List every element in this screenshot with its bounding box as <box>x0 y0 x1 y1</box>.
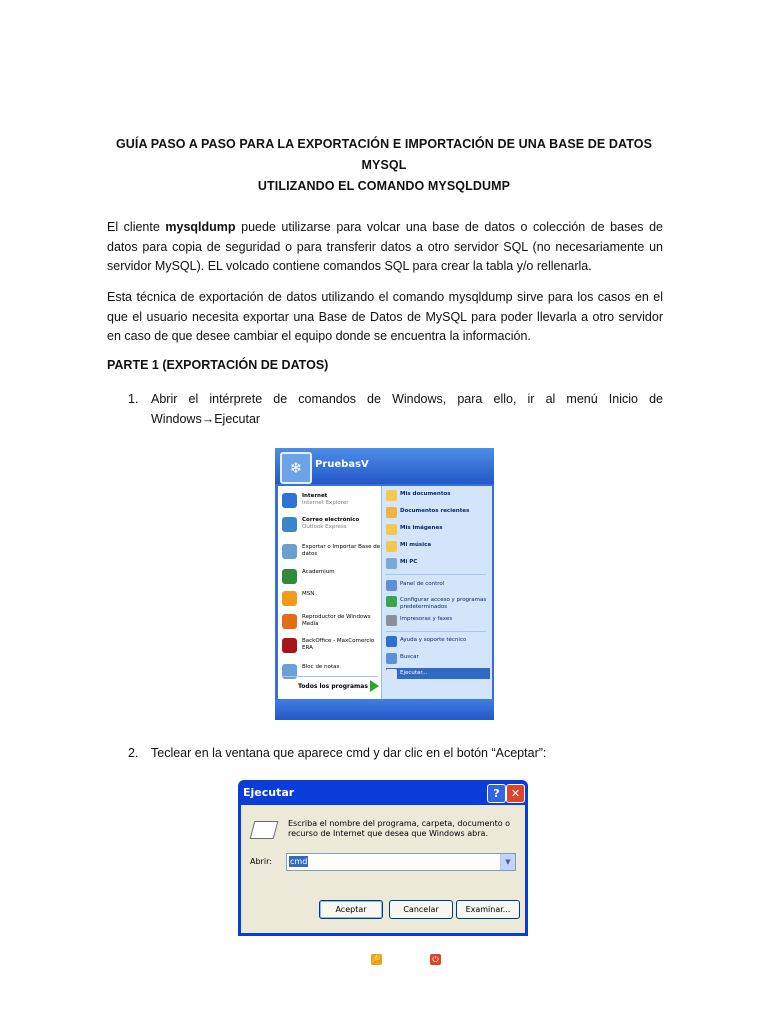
open-input[interactable] <box>286 853 516 871</box>
start-menu-item[interactable] <box>386 614 490 625</box>
title-line-1: GUÍA PASO A PASO PARA LA EXPORTACIÓN E IMPORTACIÓN DE UNA BASE DE DATOS MYSQL <box>115 137 653 172</box>
start-menu-item-label <box>302 664 382 671</box>
item-title: BackOffice - MaxComercio ERA <box>302 638 375 651</box>
my-computer-icon <box>386 558 397 569</box>
help-button[interactable]: ? <box>487 784 506 803</box>
start-menu-item-label: Impresoras y faxes <box>400 616 453 622</box>
start-menu-item-label: Ejecutar... <box>400 670 428 676</box>
open-label: Abrir: <box>250 857 272 866</box>
run-dialog-title: Ejecutar <box>243 786 295 799</box>
title-line-2: UTILIZANDO EL COMANDO MYSQLDUMP <box>257 179 511 193</box>
start-menu-item-label: Panel de control <box>400 581 445 587</box>
run-dialog-body <box>241 805 525 933</box>
start-menu-item[interactable] <box>282 517 382 530</box>
start-menu-item[interactable] <box>386 668 490 679</box>
start-menu-item[interactable] <box>386 595 490 613</box>
start-menu-item[interactable] <box>386 635 490 646</box>
step-1 <box>128 390 663 429</box>
section-heading: PARTE 1 (EXPORTACIÓN DE DATOS) <box>107 358 329 372</box>
intro-p1-end: puede utilizarse para volcar una base de datos o colección de bases de datos para copia de seguridad o para transferir datos a otro servidor SQL (no necesariamente un servidor MySQL). EL volcado contiene comandos SQL para crear la tabla y/o rellenarla. <box>107 220 664 273</box>
start-menu-item[interactable] <box>386 523 490 534</box>
logoff-label: Cerrar sesión <box>384 957 421 963</box>
user-name: PruebasV <box>315 459 369 470</box>
shutdown-label: Apagar equipo <box>443 957 484 963</box>
step-number: 2. <box>128 746 139 760</box>
start-menu-item[interactable] <box>386 652 490 663</box>
windows-media-player-icon <box>282 614 297 629</box>
intro-paragraph-2: Esta técnica de exportación de datos utilizando el comando mysqldump sirve para los casos en el que el usuario necesita exportar una Base de Datos de MySQL para poder llevarla a otro servidor en caso de que desee cambiar el equipo donde se encuentra la información. <box>107 290 663 343</box>
start-menu-item-label <box>302 544 382 557</box>
item-title: Academium <box>302 569 335 575</box>
start-menu-header <box>275 448 494 484</box>
start-menu-item-label: Mi música <box>400 542 432 548</box>
close-button[interactable]: ✕ <box>506 784 525 803</box>
start-menu-item-label: Documentos recientes <box>400 508 470 514</box>
my-documents-icon <box>386 490 397 501</box>
my-pictures-icon <box>386 524 397 535</box>
start-menu-item[interactable] <box>386 506 490 517</box>
menu-separator <box>282 676 378 677</box>
internet-explorer-icon <box>282 493 297 508</box>
item-title: Correo electrónico <box>302 517 360 523</box>
item-title: Bloc de notas <box>302 664 340 670</box>
start-menu-left-pane <box>278 486 381 699</box>
start-menu-item[interactable] <box>282 493 382 506</box>
start-menu-item-label: Buscar <box>400 654 419 660</box>
start-menu-item-label <box>302 569 382 576</box>
start-menu-item-label: Mis documentos <box>400 491 451 497</box>
start-menu-item[interactable] <box>282 638 382 651</box>
step-number: 1. <box>128 392 139 406</box>
default-programs-icon <box>386 596 397 607</box>
start-menu-item-label: Mis imágenes <box>400 525 443 531</box>
item-title: Exportar o Importar Base de datos <box>302 544 381 557</box>
start-menu-item[interactable] <box>282 544 382 557</box>
step-2 <box>128 744 663 764</box>
menu-separator <box>386 631 486 632</box>
intro-p1-bold: mysqldump <box>165 220 236 234</box>
document-title <box>100 134 668 197</box>
outlook-express-icon <box>282 517 297 532</box>
start-menu-item-label <box>302 591 382 598</box>
logoff-icon: 🔑 <box>371 955 382 964</box>
academium-icon <box>282 569 297 584</box>
start-menu-item-label: Mi PC <box>400 559 418 565</box>
item-subtitle: Internet Explorer <box>302 499 349 506</box>
intro-paragraph-1 <box>107 218 663 277</box>
step-text: Teclear en la ventana que aparece cmd y dar clic en el botón “Aceptar”: <box>151 746 547 760</box>
item-title: MSN <box>302 591 315 597</box>
logoff-button[interactable] <box>371 954 421 965</box>
run-description: Escriba el nombre del programa, carpeta, documento o recurso de Internet que desea que Windows abra. <box>288 819 511 838</box>
shutdown-button[interactable] <box>430 954 483 965</box>
run-dialog-screenshot <box>238 780 528 936</box>
all-programs-button[interactable]: Todos los programas <box>298 683 368 690</box>
run-icon <box>250 821 279 839</box>
start-menu-item[interactable] <box>282 569 382 576</box>
control-panel-icon <box>386 580 397 591</box>
start-menu-item-label <box>302 517 382 530</box>
start-menu-item-label: Configurar acceso y programas predeterminados <box>400 597 487 610</box>
help-icon <box>386 636 397 647</box>
search-icon <box>386 653 397 664</box>
start-menu-item-label <box>302 493 382 506</box>
run-icon <box>386 669 397 680</box>
step-text: Abrir el intérprete de comandos de Windows, para ello, ir al menú Inicio de Windows→Ejecutar <box>151 392 663 426</box>
start-menu-item[interactable] <box>282 664 382 671</box>
start-menu-item-label <box>302 614 382 627</box>
start-menu-right-pane <box>381 486 492 699</box>
start-menu-item[interactable] <box>386 540 490 551</box>
item-title: Reproductor de Windows Media <box>302 614 371 627</box>
msn-butterfly-icon <box>282 591 297 606</box>
my-music-icon <box>386 541 397 552</box>
intro-p1-start: El cliente <box>107 220 166 234</box>
arrow-right-icon <box>370 680 379 692</box>
user-avatar-icon: ❄ <box>280 452 312 484</box>
cancel-button[interactable]: Cancelar <box>389 900 453 919</box>
browse-button[interactable]: Examinar... <box>456 900 520 919</box>
start-menu-item[interactable] <box>282 614 382 627</box>
start-menu-item-label: Ayuda y soporte técnico <box>400 637 467 643</box>
recent-documents-icon <box>386 507 397 518</box>
item-subtitle: Outlook Express <box>302 523 347 530</box>
menu-separator <box>386 574 486 575</box>
chevron-down-icon[interactable]: ▼ <box>500 854 515 870</box>
item-title: Internet <box>302 493 328 499</box>
start-menu-item[interactable] <box>386 579 490 590</box>
maxcomercio-icon <box>282 638 297 653</box>
start-menu-item[interactable] <box>386 557 490 568</box>
start-menu-item[interactable] <box>386 489 490 500</box>
power-icon: ⏻ <box>430 954 441 965</box>
start-menu-item[interactable] <box>282 591 382 598</box>
start-menu-item-label <box>302 638 382 651</box>
printers-icon <box>386 615 397 626</box>
ok-button[interactable]: Aceptar <box>319 900 383 919</box>
database-export-icon <box>282 544 297 559</box>
open-input-value: cmd <box>290 857 308 866</box>
